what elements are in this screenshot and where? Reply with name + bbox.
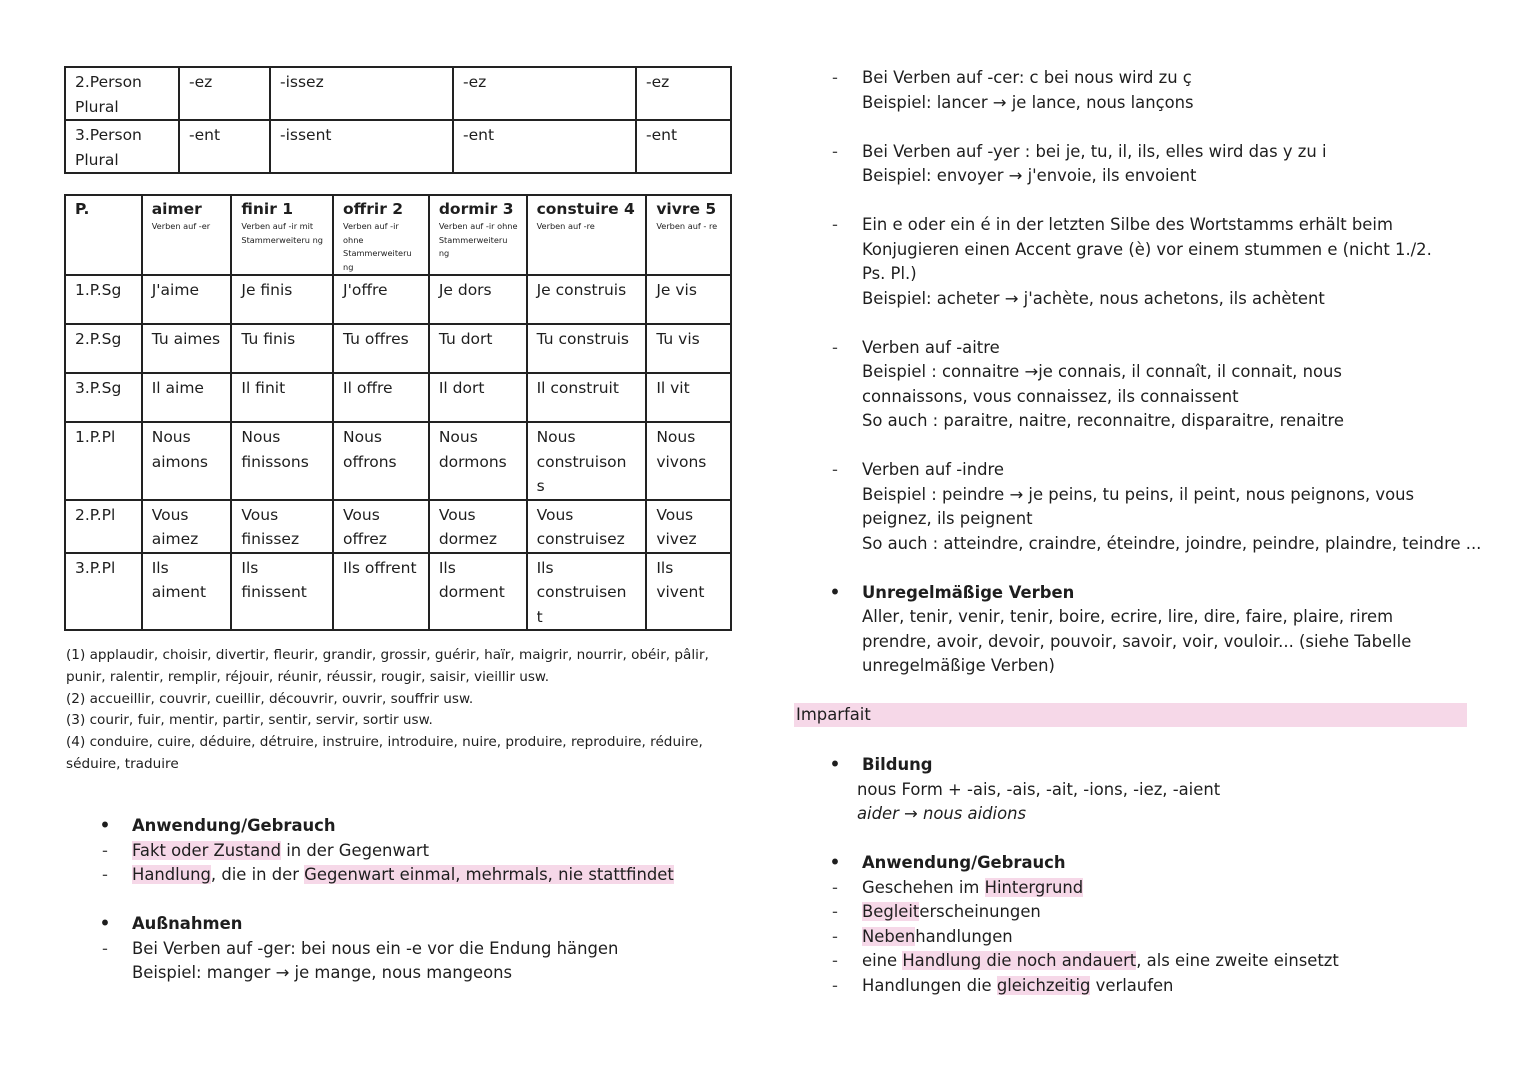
text: verlaufen bbox=[1090, 975, 1174, 995]
table-cell: Tu aimes bbox=[142, 324, 232, 373]
text: Bei Verben auf -ger: bei nous ein -e vor die Endung hängen bbox=[132, 938, 619, 958]
dash-icon: - bbox=[102, 840, 108, 860]
table-cell: -ez bbox=[179, 67, 270, 120]
dash-icon: - bbox=[832, 215, 838, 234]
list-item bbox=[796, 483, 1422, 532]
endings-table bbox=[64, 66, 732, 174]
column-header bbox=[527, 195, 647, 275]
list-item bbox=[796, 66, 1486, 91]
dash-icon: - bbox=[832, 68, 838, 87]
column-header-verb: constuire 4 bbox=[536, 200, 635, 218]
spacer bbox=[796, 189, 1486, 214]
footnote: (3) courir, fuir, mentir, partir, sentir, servir, sortir usw. bbox=[66, 712, 433, 729]
list-item bbox=[796, 925, 1486, 950]
column-header-note: Verben auf -ir ohne Stammerweiteru ng bbox=[343, 221, 412, 272]
table-cell: Tu finis bbox=[231, 324, 333, 373]
example: Beispiel : connaitre →je connais, il connaît, il connait, nous connaissons, vous connaissez, ils connaissent bbox=[862, 362, 1342, 406]
example: Beispiel: manger → je mange, nous mangeons bbox=[132, 963, 513, 982]
table-cell: -ent bbox=[453, 120, 636, 173]
dash-icon: - bbox=[832, 975, 838, 995]
highlight: Handlung die noch andauert bbox=[902, 951, 1137, 970]
highlight: Handlung bbox=[132, 865, 211, 884]
conjugation-table bbox=[64, 194, 732, 631]
column-header-note: Verben auf - re bbox=[656, 221, 718, 231]
table-row bbox=[65, 275, 731, 324]
text: eine bbox=[862, 951, 903, 970]
text: Verben auf -aitre bbox=[862, 337, 1000, 357]
bullet-icon: • bbox=[829, 582, 841, 602]
text: in der Gegenwart bbox=[280, 840, 430, 860]
table-cell: Je finis bbox=[231, 275, 333, 324]
table-cell: J'offre bbox=[333, 275, 429, 324]
table-cell: Ils vivent bbox=[646, 553, 731, 631]
rules-block bbox=[796, 66, 1486, 679]
table-row bbox=[65, 67, 731, 120]
footnote: (2) accueillir, couvrir, cueillir, découvrir, ouvrir, souffrir usw. bbox=[66, 690, 474, 707]
table-cell: Il dort bbox=[429, 373, 527, 422]
list-item bbox=[796, 360, 1452, 409]
column-header bbox=[646, 195, 731, 275]
text: erscheinungen bbox=[919, 902, 1041, 921]
bullet-icon: • bbox=[99, 816, 111, 835]
person-label: 3.P.Sg bbox=[65, 373, 142, 422]
spacer bbox=[796, 434, 1486, 459]
footnotes bbox=[66, 645, 736, 776]
table-cell: -issez bbox=[270, 67, 453, 120]
column-header-verb: P. bbox=[75, 200, 90, 218]
column-header-verb: finir 1 bbox=[241, 200, 294, 218]
table-cell: Il offre bbox=[333, 373, 429, 422]
list-item bbox=[796, 605, 1452, 679]
list-item bbox=[66, 863, 746, 888]
text: Geschehen im bbox=[862, 877, 985, 897]
table-cell: Vous construisez bbox=[527, 500, 647, 553]
table-cell: Nous vivons bbox=[646, 422, 731, 500]
table-cell: Vous finissez bbox=[231, 500, 333, 553]
text: So auch : atteindre, craindre, éteindre, joindre, peindre, plaindre, teindre ... bbox=[862, 533, 1482, 553]
text: , die in der bbox=[210, 865, 305, 884]
text: Bei Verben auf -yer : bei je, tu, il, ils, elles wird das y zu i bbox=[862, 141, 1327, 161]
table-cell: -ez bbox=[453, 67, 636, 120]
table-row bbox=[65, 373, 731, 422]
table-cell: Tu vis bbox=[646, 324, 731, 373]
table-cell: -ent bbox=[179, 120, 270, 173]
column-header-verb: vivre 5 bbox=[656, 200, 717, 218]
list-item bbox=[796, 778, 1486, 803]
table-cell: Je vis bbox=[646, 275, 731, 324]
table-row bbox=[65, 553, 731, 631]
imparfait-block bbox=[796, 753, 1486, 998]
column-header-verb: offrir 2 bbox=[343, 200, 404, 218]
table-cell: 2.Person Plural bbox=[65, 67, 179, 120]
table-cell: Vous offrez bbox=[333, 500, 429, 553]
highlight: Neben bbox=[862, 926, 916, 946]
table-cell: -issent bbox=[270, 120, 453, 173]
dash-icon: - bbox=[102, 865, 108, 884]
table-cell: Tu construis bbox=[527, 324, 647, 373]
spacer bbox=[796, 115, 1486, 140]
example: Beispiel: acheter → j'achète, nous achetons, ils achètent bbox=[862, 288, 1325, 308]
text: Bei Verben auf -cer: c bei nous wird zu ç bbox=[862, 68, 1192, 87]
column-header bbox=[429, 195, 527, 275]
table-cell: Nous offrons bbox=[333, 422, 429, 500]
anwendung-block bbox=[66, 814, 746, 986]
dash-icon: - bbox=[832, 951, 838, 970]
dash-icon: - bbox=[832, 926, 838, 946]
list-item bbox=[796, 802, 1486, 827]
list-item bbox=[66, 839, 746, 864]
text: Ein e oder ein é in der letzten Silbe des Wortstamms erhält beim Konjugieren einen Accent grave (è) vor einem stummen e (nicht 1./2. Ps. Pl.) bbox=[862, 215, 1432, 283]
bullet-icon: • bbox=[829, 853, 841, 872]
footnote: (4) conduire, cuire, déduire, détruire, instruire, introduire, nuire, produire, reproduire, réduire, séduire, traduire bbox=[66, 734, 703, 772]
column-header bbox=[65, 195, 142, 275]
dash-icon: - bbox=[832, 460, 838, 479]
table-row bbox=[65, 120, 731, 173]
highlight: Gegenwart einmal, mehrmals, nie stattfindet bbox=[304, 865, 674, 884]
highlight: Begleit bbox=[862, 902, 920, 921]
text: Aller, tenir, venir, tenir, boire, ecrire, lire, dire, faire, plaire, rirem prendre, avoir, devoir, pouvoir, savoir, voir, vouloir... (siehe Tabelle unregelmäßige Verben) bbox=[862, 607, 1412, 675]
text: , als eine zweite einsetzt bbox=[1136, 951, 1339, 970]
example: aider → nous aidions bbox=[857, 804, 1027, 823]
spacer bbox=[66, 888, 746, 913]
list-item bbox=[796, 532, 1486, 557]
table-cell: Ils dorment bbox=[429, 553, 527, 631]
person-label: 3.P.Pl bbox=[65, 553, 142, 631]
table-row bbox=[65, 422, 731, 500]
person-label: 2.P.Sg bbox=[65, 324, 142, 373]
imparfait-heading: Imparfait bbox=[794, 703, 1467, 727]
spacer bbox=[796, 311, 1486, 336]
list-item bbox=[796, 287, 1486, 312]
list-item bbox=[66, 912, 746, 937]
table-cell: -ent bbox=[636, 120, 731, 173]
table-cell: Il vit bbox=[646, 373, 731, 422]
table-cell: Tu dort bbox=[429, 324, 527, 373]
example: Beispiel: envoyer → j'envoie, ils envoient bbox=[862, 166, 1197, 185]
highlight: Fakt oder Zustand bbox=[132, 840, 281, 860]
list-item bbox=[796, 336, 1486, 361]
dash-icon: - bbox=[832, 877, 838, 897]
table-row bbox=[65, 324, 731, 373]
table-cell: Tu offres bbox=[333, 324, 429, 373]
text: So auch : paraitre, naitre, reconnaitre, disparaitre, renaitre bbox=[862, 411, 1344, 430]
list-item bbox=[796, 851, 1486, 876]
list-item bbox=[66, 937, 746, 962]
person-label: 2.P.Pl bbox=[65, 500, 142, 553]
table-cell: Nous finissons bbox=[231, 422, 333, 500]
table-cell: Il aime bbox=[142, 373, 232, 422]
list-item bbox=[796, 140, 1486, 165]
example: Beispiel: lancer → je lance, nous lançons bbox=[862, 92, 1194, 112]
list-item bbox=[796, 409, 1486, 434]
section-heading: Anwendung/Gebrauch bbox=[132, 816, 336, 835]
table-cell: Il finit bbox=[231, 373, 333, 422]
table-cell: -ez bbox=[636, 67, 731, 120]
text: Handlungen die bbox=[862, 975, 997, 995]
text: handlungen bbox=[915, 926, 1013, 946]
table-cell: Vous vivez bbox=[646, 500, 731, 553]
list-item bbox=[796, 753, 1486, 778]
table-row bbox=[65, 500, 731, 553]
text: Verben auf -indre bbox=[862, 460, 1004, 479]
person-label: 1.P.Pl bbox=[65, 422, 142, 500]
example: Beispiel : peindre → je peins, tu peins, il peint, nous peignons, vous peignez, ils peignent bbox=[862, 484, 1415, 528]
column-header-note: Verben auf -ir mit Stammerweiteru ng bbox=[241, 221, 323, 245]
section-heading: Bildung bbox=[862, 755, 933, 774]
spacer bbox=[796, 556, 1486, 581]
list-item bbox=[796, 876, 1486, 901]
highlight: gleichzeitig bbox=[996, 975, 1091, 995]
dash-icon: - bbox=[832, 141, 838, 161]
section-heading: Außnahmen bbox=[132, 914, 243, 933]
list-item bbox=[796, 91, 1486, 116]
list-item bbox=[796, 974, 1486, 999]
column-header-note: Verben auf -ir ohne Stammerweiteru ng bbox=[438, 221, 518, 258]
section-heading: Unregelmäßige Verben bbox=[862, 582, 1075, 602]
spacer bbox=[796, 827, 1486, 852]
list-item bbox=[796, 949, 1486, 974]
table-cell: Je dors bbox=[429, 275, 527, 324]
dash-icon: - bbox=[102, 938, 108, 958]
table-cell: Nous aimons bbox=[142, 422, 232, 500]
section-heading: Anwendung/Gebrauch bbox=[862, 853, 1066, 872]
person-label: 1.P.Sg bbox=[65, 275, 142, 324]
table-cell: Ils aiment bbox=[142, 553, 232, 631]
column-header-verb: dormir 3 bbox=[438, 200, 514, 218]
table-cell: Nous dormons bbox=[429, 422, 527, 500]
column-header bbox=[142, 195, 232, 275]
column-header-note: Verben auf -re bbox=[536, 221, 595, 231]
table-header-row bbox=[65, 195, 731, 275]
list-item bbox=[796, 458, 1486, 483]
bullet-icon: • bbox=[99, 914, 111, 933]
bullet-icon: • bbox=[829, 755, 841, 774]
table-cell: Ils offrent bbox=[333, 553, 429, 631]
table-cell: Vous dormez bbox=[429, 500, 527, 553]
footnote: (1) applaudir, choisir, divertir, fleurir, grandir, grossir, guérir, haïr, maigrir, nourrir, obéir, pâlir, punir, ralentir, remplir, réjouir, réunir, réussir, rougir, saisir, vieillir usw. bbox=[66, 647, 709, 685]
list-item bbox=[796, 164, 1486, 189]
list-item bbox=[796, 900, 1486, 925]
list-item bbox=[66, 814, 746, 839]
table-cell: 3.Person Plural bbox=[65, 120, 179, 173]
column-header-note: Verben auf -er bbox=[151, 221, 211, 231]
table-cell: J'aime bbox=[142, 275, 232, 324]
column-header bbox=[333, 195, 429, 275]
dash-icon: - bbox=[832, 902, 838, 921]
dash-icon: - bbox=[832, 337, 838, 357]
list-item bbox=[796, 213, 1452, 287]
column-header bbox=[231, 195, 333, 275]
table-cell: Il construit bbox=[527, 373, 647, 422]
table-cell: Ils finissent bbox=[231, 553, 333, 631]
list-item bbox=[796, 581, 1486, 606]
table-cell: Ils construisen t bbox=[527, 553, 647, 631]
table-cell: Je construis bbox=[527, 275, 647, 324]
column-header-verb: aimer bbox=[151, 200, 202, 218]
highlight: Hintergrund bbox=[984, 877, 1084, 897]
table-cell: Vous aimez bbox=[142, 500, 232, 553]
text: nous Form + -ais, -ais, -ait, -ions, -iez, -aient bbox=[857, 779, 1221, 799]
table-cell: Nous construison s bbox=[527, 422, 647, 500]
list-item bbox=[66, 961, 746, 986]
